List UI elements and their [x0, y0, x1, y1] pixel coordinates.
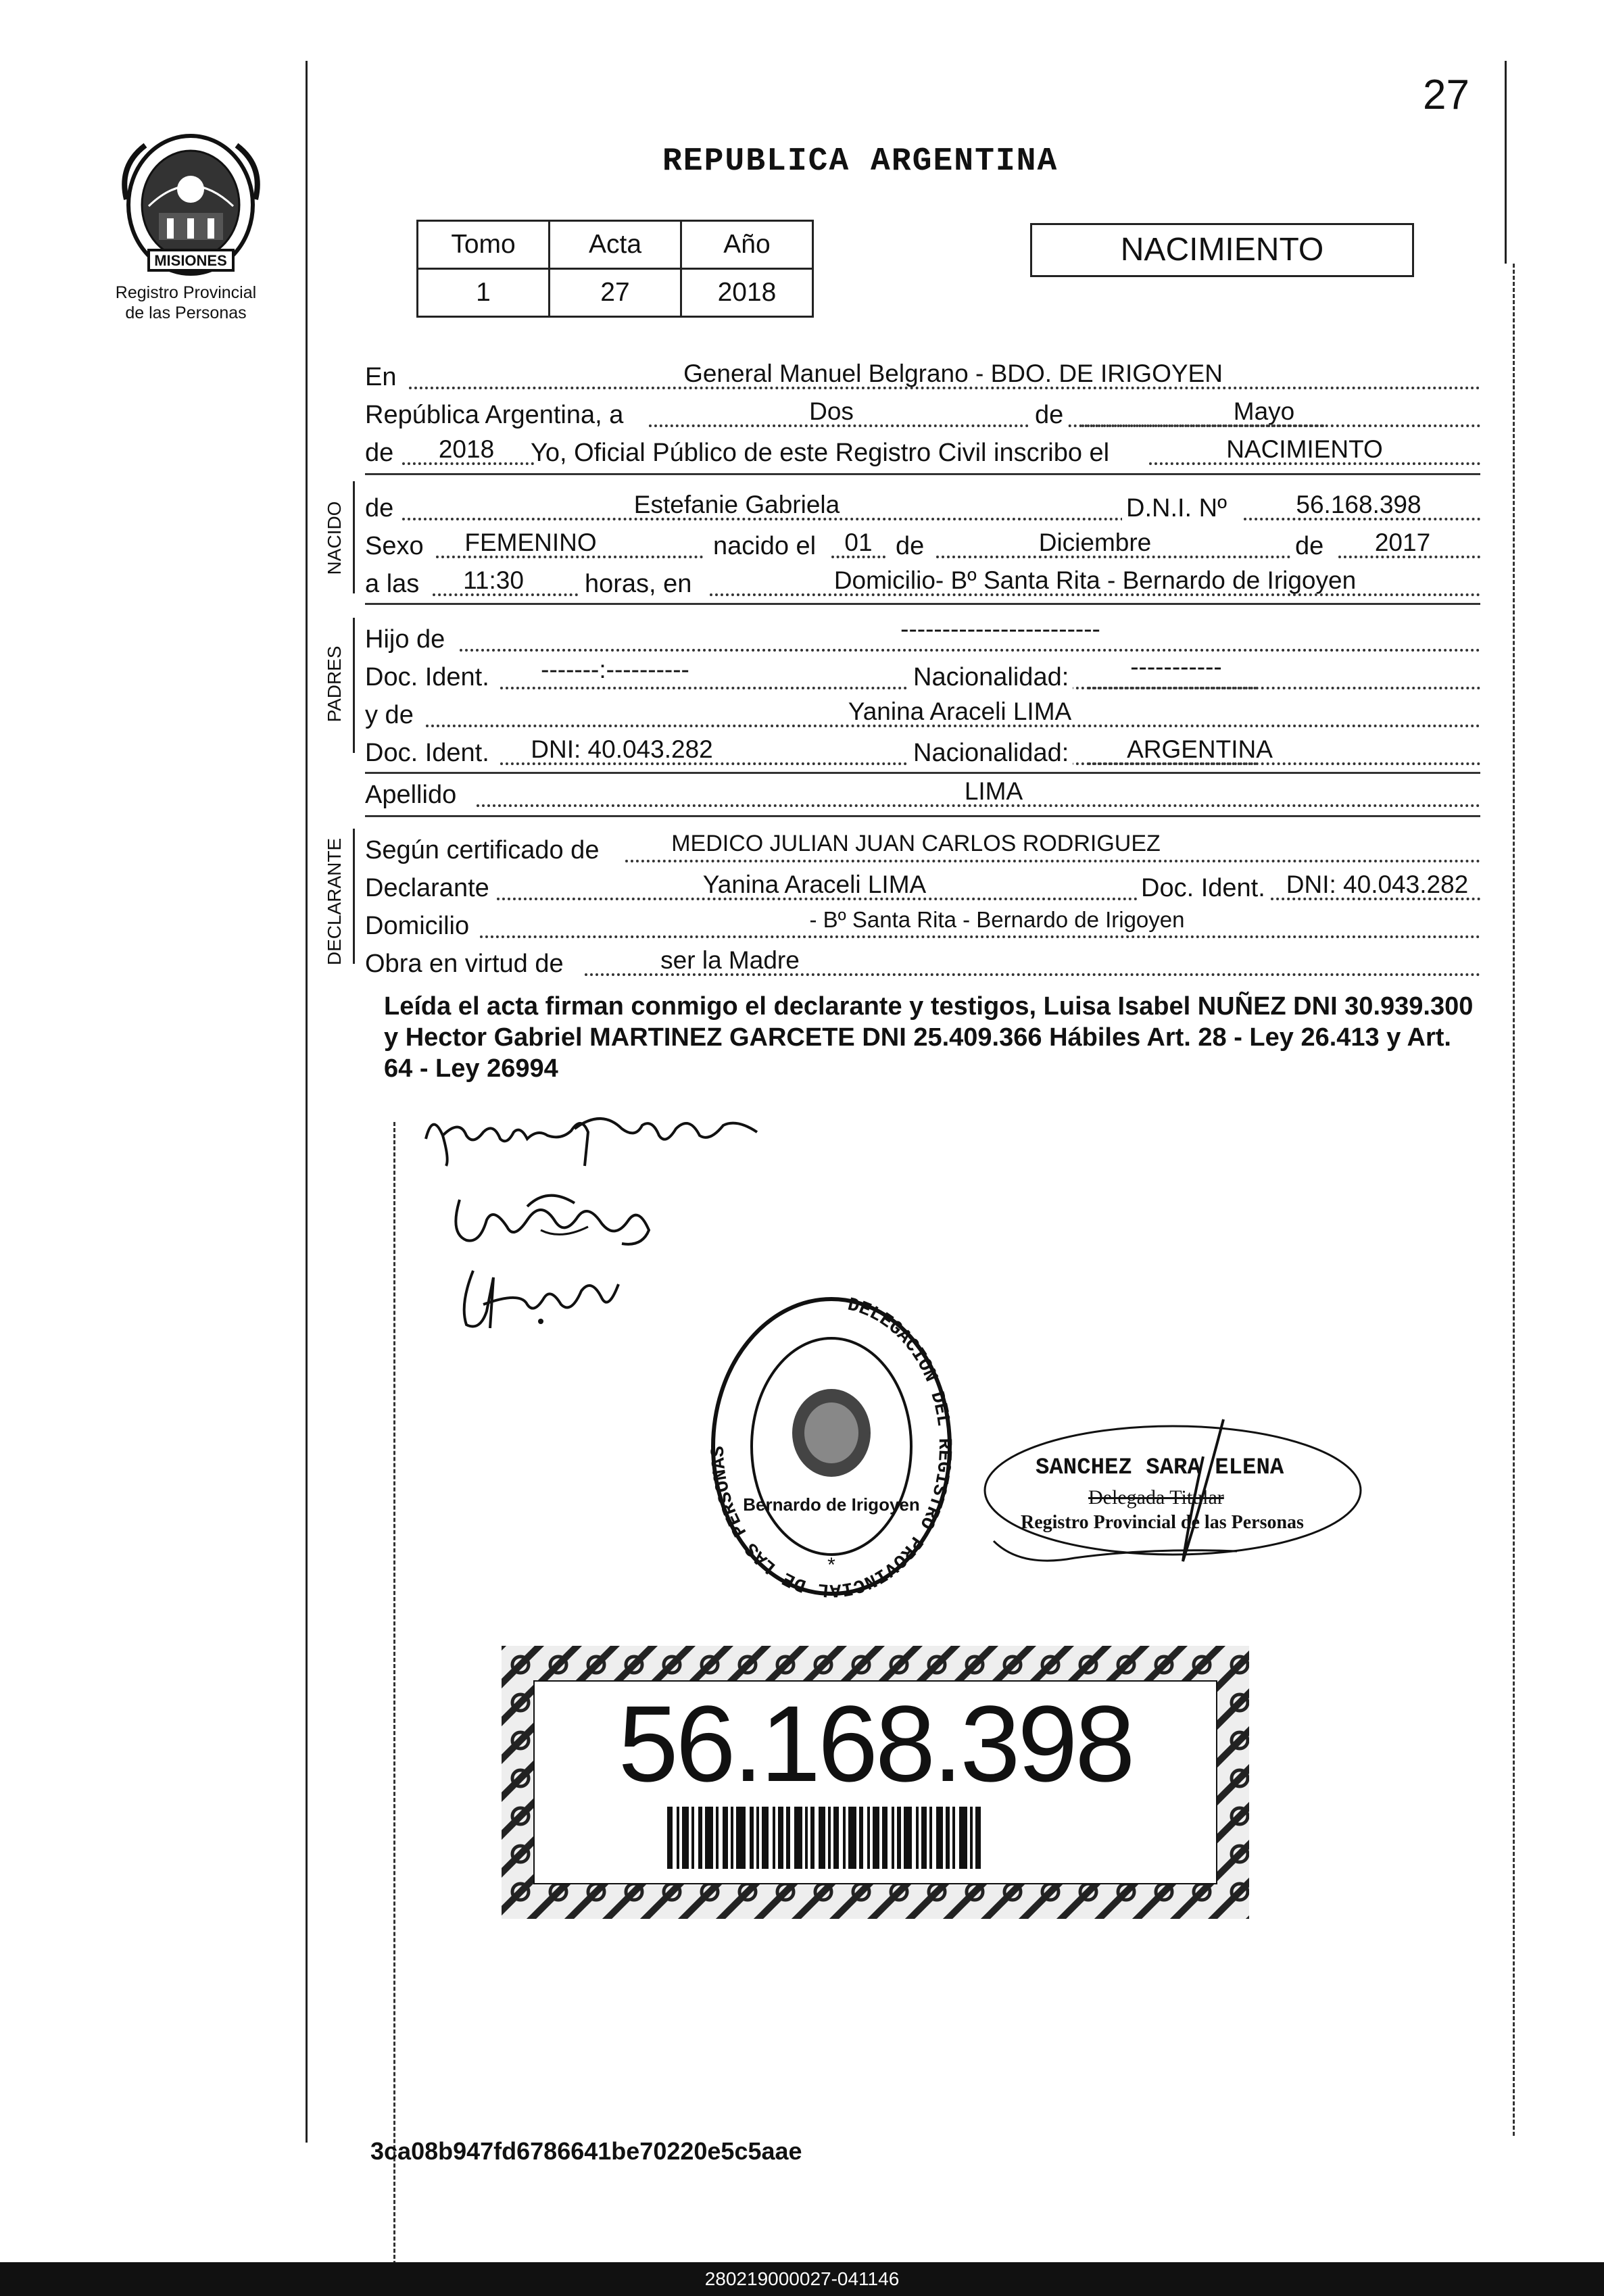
field-value-madre: Yanina Araceli LIMA — [848, 698, 1072, 725]
barcode-bar — [867, 1807, 870, 1869]
row-separator — [365, 772, 1480, 774]
field-value-mes: Mayo — [1233, 397, 1295, 425]
acta-table-header: Tomo — [418, 221, 550, 269]
right-margin-dashes — [1513, 264, 1515, 2136]
field-value-padre-nac: ----------- — [1130, 653, 1222, 681]
section-bar-padres — [353, 618, 355, 753]
registry-stamp-text: DELEGACION DEL REGISTRO PROVINCIAL DE LAS PERSONAS — [708, 1294, 955, 1598]
barcode-bar — [828, 1807, 831, 1869]
closing-text: Leída el acta firman conmigo el declarante y testigos, Luisa Isabel NUÑEZ DNI 30.939.300 y Hector Gabriel MARTINEZ GARCETE DNI 25.409.366 Hábiles Art. 28 - Ley 26.413 y Art. 64 - Ley 26994 — [384, 992, 1474, 1083]
field-value-madre-nac: ARGENTINA — [1127, 735, 1273, 763]
row-segun — [365, 831, 1480, 869]
field-value-domicilio: - Bº Santa Rita - Bernardo de Irigoyen — [809, 907, 1185, 932]
barcode-bar — [716, 1807, 719, 1869]
row-hijo-de — [365, 615, 1480, 658]
field-value-lugar: Domicilio- Bº Santa Rita - Bernardo de Irigoyen — [833, 566, 1357, 594]
official-stamp-name: SANCHEZ SARA ELENA — [1036, 1455, 1284, 1481]
field-label: de — [1031, 401, 1067, 430]
barcode-bar — [698, 1807, 702, 1869]
barcode-bar — [682, 1807, 689, 1869]
field-label: de — [365, 439, 394, 467]
row-en — [365, 358, 1480, 396]
logo-caption — [105, 283, 267, 323]
barcode-bar — [921, 1807, 927, 1869]
barcode-bar — [723, 1807, 728, 1869]
field-label: Doc. Ident. — [1137, 874, 1269, 903]
field-label: y de — [365, 701, 414, 729]
field-label: Según certificado de — [365, 836, 600, 864]
field-value-declarante: Yanina Araceli LIMA — [702, 871, 927, 898]
signature-declarante — [419, 1098, 771, 1173]
official-stamp-role: Delegada Titular — [1088, 1486, 1224, 1509]
field-value-padre-doc: -------:---------- — [541, 656, 689, 683]
barcode-bar — [952, 1807, 955, 1869]
barcode-bar — [691, 1807, 694, 1869]
signature-witness-2 — [453, 1264, 629, 1338]
official-stamp-office: Registro Provincial de las Personas — [1021, 1512, 1304, 1533]
acta-table-cell: 1 — [418, 269, 550, 317]
row-separator — [365, 603, 1480, 605]
barcode-bars — [502, 1646, 1249, 1919]
document-title: REPUBLICA ARGENTINA — [662, 143, 1059, 180]
field-value-hijo-de: ------------------------ — [900, 615, 1100, 643]
barcode-bar — [843, 1807, 846, 1869]
barcode-bar — [859, 1807, 863, 1869]
section-bar-nacido — [353, 481, 355, 593]
barcode-bar — [731, 1807, 733, 1869]
field-value-hora: 11:30 — [463, 566, 524, 594]
field-value-nac-mes: Diciembre — [1038, 529, 1152, 556]
barcode-bar — [929, 1807, 932, 1869]
field-label: República Argentina, a — [365, 401, 624, 429]
barcode-bar — [904, 1807, 912, 1869]
acta-table-cell: 27 — [550, 269, 681, 317]
svg-text:*: * — [827, 1554, 835, 1576]
field-label: Apellido — [365, 781, 457, 809]
field-value-decl-doc: DNI: 40.043.282 — [1286, 871, 1469, 898]
field-label: Nacionalidad: — [909, 739, 1073, 768]
row-madre — [365, 696, 1480, 734]
section-label-padres: PADRES — [324, 645, 345, 723]
field-value-inscribo: NACIMIENTO — [1226, 435, 1383, 463]
row-obra — [365, 945, 1480, 983]
acta-table-header-row — [418, 221, 813, 269]
page-number: 27 — [1423, 72, 1469, 118]
section-label-nacido: NACIDO — [324, 501, 345, 575]
field-value-madre-doc: DNI: 40.043.282 — [531, 735, 713, 763]
field-value-nombre: Estefanie Gabriela — [633, 491, 840, 518]
field-value-sexo: FEMENINO — [464, 529, 597, 556]
official-stamp — [980, 1416, 1365, 1571]
barcode-bar — [946, 1807, 950, 1869]
field-label: Obra en virtud de — [365, 950, 564, 978]
section-label-declarante: DECLARANTE — [324, 837, 345, 966]
barcode-bar — [786, 1807, 790, 1869]
left-margin-line — [306, 61, 308, 2143]
acta-table-header: Acta — [550, 221, 681, 269]
barcode-bar — [667, 1807, 673, 1869]
field-value-en: General Manuel Belgrano - BDO. DE IRIGOYEN — [683, 360, 1223, 387]
logo-caption-line-2: de las Personas — [125, 303, 247, 322]
acta-table — [416, 220, 814, 318]
row-madre-doc — [365, 734, 1480, 772]
field-label: Declarante — [365, 874, 489, 902]
field-label: de — [896, 532, 925, 560]
field-label: horas, en — [585, 570, 692, 598]
barcode-bar — [959, 1807, 967, 1869]
barcode-bar — [970, 1807, 973, 1869]
field-value-dni: 56.168.398 — [1296, 491, 1421, 518]
footer-id-bar — [0, 2262, 1604, 2296]
barcode-bar — [892, 1807, 894, 1869]
inner-margin-dashes — [393, 1122, 395, 2271]
barcode-bar — [736, 1807, 746, 1869]
field-value-apellido: LIMA — [964, 777, 1023, 805]
logo-caption-line-1: Registro Provincial — [115, 283, 257, 302]
dotted-line — [1088, 687, 1480, 689]
barcode-bar — [750, 1807, 754, 1869]
barcode-bar — [873, 1807, 879, 1869]
row-nombre — [365, 489, 1480, 527]
row-apellido — [365, 776, 1480, 814]
document-type-box: NACIMIENTO — [1030, 223, 1414, 277]
barcode-bar — [916, 1807, 919, 1869]
field-label: En — [365, 363, 397, 391]
acta-table-cell: 2018 — [681, 269, 813, 317]
registry-stamp — [703, 1288, 960, 1598]
field-label: Doc. Ident. — [365, 663, 489, 691]
barcode-bar — [677, 1807, 679, 1869]
security-barcode-label — [502, 1646, 1249, 1919]
field-label: de — [365, 494, 394, 522]
signature-witness-1 — [446, 1179, 662, 1261]
barcode-bar — [848, 1807, 856, 1869]
field-label: Sexo — [365, 532, 424, 560]
barcode-bar — [778, 1807, 783, 1869]
registry-stamp-inner: Bernardo de Irigoyen — [743, 1494, 920, 1515]
field-label: a las — [365, 570, 420, 598]
barcode-bar — [773, 1807, 775, 1869]
row-declarante — [365, 869, 1480, 907]
barcode-bar — [819, 1807, 825, 1869]
field-value-dia: Dos — [809, 397, 854, 425]
row-separator — [365, 815, 1480, 817]
barcode-bar — [882, 1807, 888, 1869]
field-label: D.N.I. Nº — [1122, 494, 1231, 523]
field-value-obra: ser la Madre — [660, 946, 800, 974]
right-margin-line — [1505, 61, 1507, 264]
barcode-bar — [705, 1807, 713, 1869]
footer-id: 280219000027-041146 — [704, 2268, 900, 2289]
barcode-bar — [936, 1807, 943, 1869]
field-label: de — [1291, 532, 1328, 561]
row-sexo — [365, 527, 1480, 565]
row-hora — [365, 565, 1480, 603]
row-inscribo — [365, 434, 1480, 472]
dotted-line — [460, 649, 1480, 652]
province-logo — [118, 125, 264, 277]
barcode-bar — [833, 1807, 839, 1869]
document-hash: 3ca08b947fd6786641be70220e5c5aae — [370, 2137, 802, 2165]
acta-table-header: Año — [681, 221, 813, 269]
field-label: nacido el — [713, 532, 817, 560]
acta-table-value-row — [418, 269, 813, 317]
row-domicilio — [365, 907, 1480, 945]
row-separator — [365, 473, 1480, 475]
field-value-nac-dia: 01 — [844, 529, 873, 556]
barcode-bar — [897, 1807, 901, 1869]
field-value-segun: MEDICO JULIAN JUAN CARLOS RODRIGUEZ — [671, 831, 1161, 856]
row-fecha — [365, 396, 1480, 434]
field-label: Yo, Oficial Público de este Registro Civil inscribo el — [531, 439, 1110, 467]
section-bar-declarante — [353, 829, 355, 964]
field-label: Domicilio — [365, 912, 470, 940]
field-value-nac-anio: 2017 — [1374, 529, 1431, 556]
logo-ring-text: MISIONES — [154, 252, 227, 269]
field-value-anio: 2018 — [438, 435, 495, 463]
barcode-bar — [756, 1807, 759, 1869]
barcode-bar — [762, 1807, 769, 1869]
field-label: Hijo de — [365, 625, 445, 654]
barcode-number: 56.168.398 — [618, 1683, 1133, 1804]
barcode-bar — [810, 1807, 815, 1869]
dotted-line — [625, 860, 1480, 862]
barcode-bar — [805, 1807, 808, 1869]
row-padre-doc — [365, 653, 1480, 696]
barcode-bar — [975, 1807, 981, 1869]
dotted-line — [480, 935, 1480, 938]
field-label: Doc. Ident. — [365, 739, 489, 767]
field-label: Nacionalidad: — [909, 663, 1073, 692]
barcode-bar — [794, 1807, 802, 1869]
